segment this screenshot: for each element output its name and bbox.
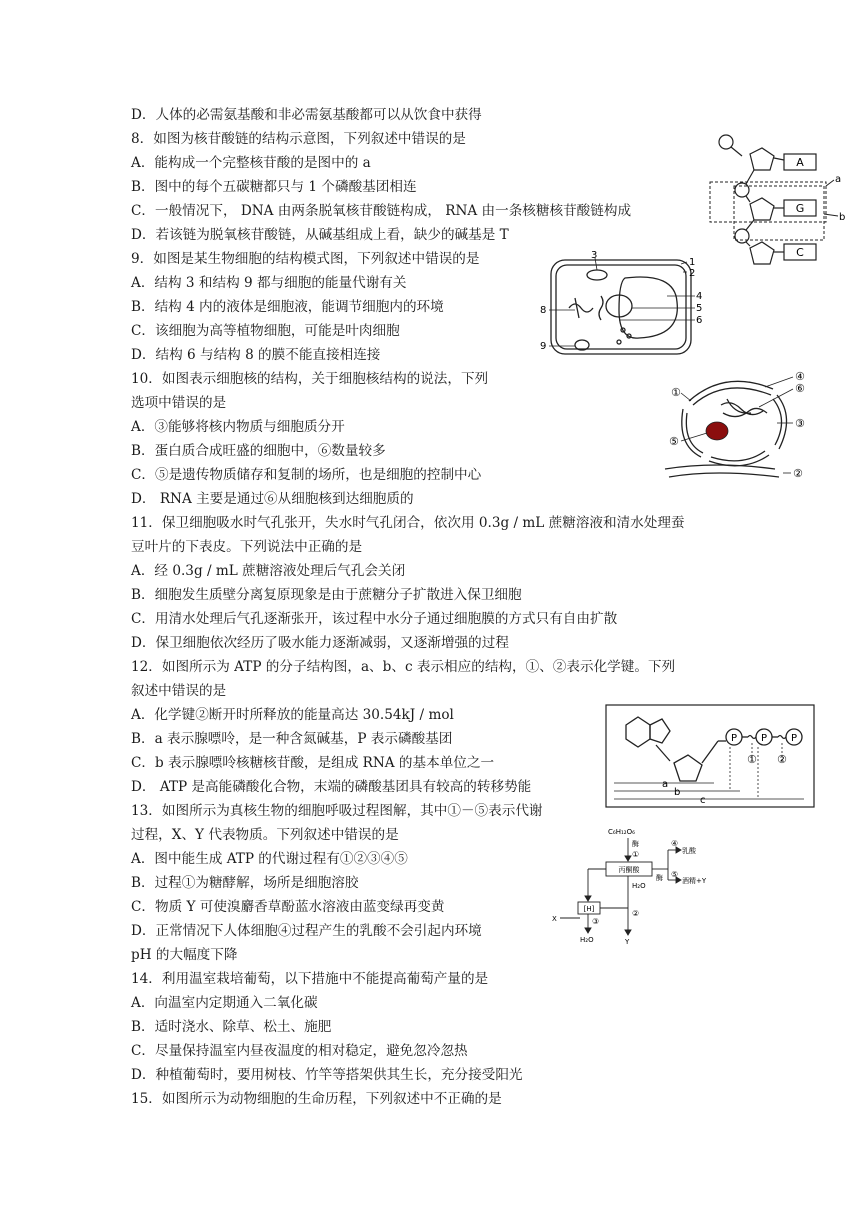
text-line: A．③能够将核内物质与细胞质分开 [131, 419, 345, 435]
step-label: ④ [671, 839, 679, 848]
enzyme-label: 酶 [632, 840, 639, 848]
text-line: B．细胞发生质壁分离复原现象是由于蔗糖分子扩散进入保卫细胞 [131, 587, 522, 603]
label-a: a [835, 174, 842, 185]
nucleotide-chain-figure [700, 128, 850, 278]
nucleus-figure [655, 365, 815, 485]
water-out-label: H₂O [580, 936, 594, 944]
step-label: ③ [592, 917, 600, 926]
text-line: 过程，X、Y 代表物质。下列叙述中错误的是 [131, 827, 399, 843]
text-line: D．结构 6 与结构 8 的膜不能直接相连接 [131, 347, 381, 363]
nucleus-label: ④ [795, 370, 805, 383]
text-line: pH 的大幅度下降 [131, 947, 238, 963]
text-line: A．结构 3 和结构 9 都与细胞的能量代谢有关 [131, 275, 407, 291]
nucleus-label: ③ [795, 417, 805, 430]
text-line: C．一般情况下， DNA 由两条脱氧核苷酸链构成， RNA 由一条核糖核苷酸链构成 [131, 203, 632, 219]
phosphate-label: P [760, 733, 768, 744]
text-line: C．⑤是遗传物质储存和复制的场所，也是细胞的控制中心 [131, 467, 482, 483]
cell-label: 6 [696, 315, 703, 326]
cell-label: 1 [689, 257, 696, 268]
text-line: 11．保卫细胞吸水时气孔张开，失水时气孔闭合，依次用 0.3g / mL 蔗糖溶液和清水处理蚕 [131, 515, 685, 531]
y-label: Y [625, 938, 630, 946]
text-line: B．过程①为糖酵解，场所是细胞溶胶 [131, 875, 359, 891]
text-line: C．b 表示腺嘌呤核糖核苷酸，是组成 RNA 的基本单位之一 [131, 755, 495, 771]
text-line: 8．如图为核苷酸链的结构示意图，下列叙述中错误的是 [131, 131, 466, 147]
text-line: B．图中的每个五碳糖都只与 1 个磷酸基团相连 [131, 179, 417, 195]
text-line: B．适时浇水、除草、松土、施肥 [131, 1019, 332, 1035]
cell-label: 8 [540, 305, 547, 316]
enzyme-label: 酶 [656, 874, 663, 882]
text-line: D．保卫细胞依次经历了吸水能力逐渐减弱，又逐渐增强的过程 [131, 635, 509, 651]
bond-label: ① [747, 753, 757, 766]
text-line: 15．如图所示为动物细胞的生命历程，下列叙述中不正确的是 [131, 1091, 502, 1107]
text-line: A．向温室内定期通入二氧化碳 [131, 995, 318, 1011]
text-line: A．能构成一个完整核苷酸的是图中的 a [131, 155, 371, 171]
atp-label: a [662, 779, 669, 790]
text-line: D． RNA 主要是通过⑥从细胞核到达细胞质的 [131, 491, 414, 507]
text-line: 14．利用温室栽培葡萄，以下措施中不能提高葡萄产量的是 [131, 971, 489, 987]
text-line: 10．如图表示细胞核的结构，关于细胞核结构的说法，下列 [131, 371, 489, 387]
plant-cell-figure [535, 250, 705, 360]
text-line: C．该细胞为高等植物细胞，可能是叶肉细胞 [131, 323, 400, 339]
step-label: ⑤ [671, 870, 679, 879]
text-line: A．化学键②断开时所释放的能量高达 30.54kJ / mol [131, 707, 454, 723]
cell-label: 4 [696, 291, 703, 302]
cell-respiration-figure [550, 826, 710, 946]
cell-label: 5 [696, 303, 703, 314]
alcohol-label: 酒精+Y [682, 877, 707, 885]
text-line: 9．如图是某生物细胞的结构模式图，下列叙述中错误的是 [131, 251, 480, 267]
cell-label: 2 [689, 268, 696, 279]
x-label: X [552, 915, 557, 923]
text-line: 选项中错误的是 [131, 395, 227, 411]
text-line: 13．如图所示为真核生物的细胞呼吸过程图解，其中①－⑤表示代谢 [131, 803, 543, 819]
water-in-label: H₂O [632, 882, 646, 890]
atp-label: b [674, 787, 681, 798]
base-label: C [796, 246, 804, 259]
nucleus-label: ⑤ [669, 435, 679, 448]
text-line: 12．如图所示为 ATP 的分子结构图，a、b、c 表示相应的结构，①、②表示化学键。下列 [131, 659, 676, 675]
text-line: B．结构 4 内的液体是细胞液，能调节细胞内的环境 [131, 299, 444, 315]
text-line: D．人体的必需氨基酸和非必需氨基酸都可以从饮食中获得 [131, 107, 482, 123]
cell-label: 3 [591, 250, 598, 261]
phosphate-label: P [790, 733, 798, 744]
atp-label: c [700, 795, 706, 806]
text-line: A．图中能生成 ATP 的代谢过程有①②③④⑤ [131, 851, 408, 867]
text-line: B．a 表示腺嘌呤，是一种含氮碱基，P 表示磷酸基团 [131, 731, 453, 747]
text-line: D．正常情况下人体细胞④过程产生的乳酸不会引起内环境 [131, 923, 482, 939]
text-line: C．用清水处理后气孔逐渐张开，该过程中水分子通过细胞膜的方式只有自由扩散 [131, 611, 618, 627]
text-line: D．种植葡萄时，要用树枝、竹竿等搭架供其生长，充分接受阳光 [131, 1067, 523, 1083]
step-label: ② [632, 909, 640, 918]
text-line: C．尽量保持温室内昼夜温度的相对稳定，避免忽冷忽热 [131, 1043, 468, 1059]
nucleus-label: ⑥ [795, 382, 805, 395]
text-line: 豆叶片的下表皮。下列说法中正确的是 [131, 539, 363, 555]
text-line: C．物质 Y 可使溴麝香草酚蓝水溶液由蓝变绿再变黄 [131, 899, 445, 915]
text-line: 叙述中错误的是 [131, 683, 227, 699]
nucleus-label: ② [793, 467, 803, 480]
base-label: G [795, 202, 805, 215]
phosphate-label: P [730, 733, 738, 744]
pyruvate-label: 丙酮酸 [618, 866, 640, 874]
text-line: A．经 0.3g / mL 蔗糖溶液处理后气孔会关闭 [131, 563, 406, 579]
cell-label: 9 [540, 341, 547, 352]
lactic-acid-label: 乳酸 [682, 847, 696, 855]
base-label: A [796, 156, 804, 169]
label-b: b [839, 212, 846, 223]
text-line: D．若该链为脱氧核苷酸链，从碱基组成上看，缺少的碱基是 T [131, 227, 509, 243]
text-line: D． ATP 是高能磷酸化合物，末端的磷酸基团具有较高的转移势能 [131, 779, 532, 795]
atp-structure-figure [604, 703, 819, 811]
nucleus-label: ① [671, 386, 681, 399]
glucose-label: C₆H₁₂O₆ [608, 828, 635, 836]
step-label: ① [632, 850, 640, 859]
h-label: [H] [583, 905, 595, 913]
text-line: B．蛋白质合成旺盛的细胞中，⑥数量较多 [131, 443, 386, 459]
bond-label: ② [777, 753, 787, 766]
